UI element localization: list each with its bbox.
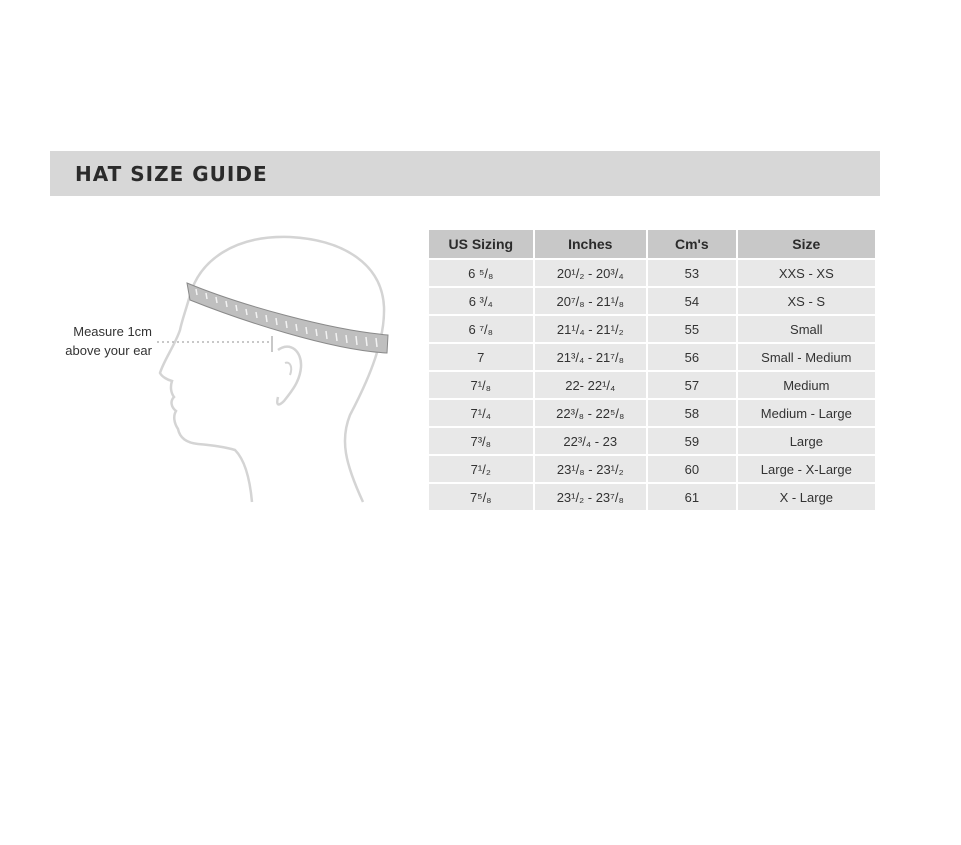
cell-size: XS - S bbox=[738, 288, 875, 316]
cell-size: Medium - Large bbox=[738, 400, 875, 428]
cell-inches: 20⁷/₈ - 21¹/₈ bbox=[535, 288, 647, 316]
table-row bbox=[429, 316, 875, 344]
cell-cms: 59 bbox=[648, 428, 736, 456]
head-outline bbox=[160, 237, 384, 502]
cell-us-sizing: 7¹/₂ bbox=[429, 456, 533, 484]
table-row bbox=[429, 344, 875, 372]
cell-inches: 22³/₄ - 23 bbox=[535, 428, 647, 456]
ear-inner bbox=[285, 363, 291, 375]
table-row bbox=[429, 428, 875, 456]
cell-inches: 21³/₄ - 21⁷/₈ bbox=[535, 344, 647, 372]
measure-instruction-line2: above your ear bbox=[65, 343, 152, 358]
cell-size: X - Large bbox=[738, 484, 875, 512]
table-row bbox=[429, 260, 875, 288]
head-measurement-illustration bbox=[40, 225, 410, 515]
table-row bbox=[429, 288, 875, 316]
measure-instruction-line1: Measure 1cm bbox=[73, 324, 152, 339]
cell-inches: 21¹/₄ - 21¹/₂ bbox=[535, 316, 647, 344]
cell-size: Large bbox=[738, 428, 875, 456]
cell-cms: 61 bbox=[648, 484, 736, 512]
cell-us-sizing: 7¹/₄ bbox=[429, 400, 533, 428]
cell-inches: 22³/₈ - 22⁵/₈ bbox=[535, 400, 647, 428]
cell-size: XXS - XS bbox=[738, 260, 875, 288]
cell-cms: 58 bbox=[648, 400, 736, 428]
cell-us-sizing: 7¹/₈ bbox=[429, 372, 533, 400]
cell-inches: 22- 22¹/₄ bbox=[535, 372, 647, 400]
cell-inches: 23¹/₂ - 23⁷/₈ bbox=[535, 484, 647, 512]
cell-inches: 23¹/₈ - 23¹/₂ bbox=[535, 456, 647, 484]
cell-us-sizing: 7³/₈ bbox=[429, 428, 533, 456]
table-row bbox=[429, 484, 875, 512]
cell-cms: 55 bbox=[648, 316, 736, 344]
cell-us-sizing: 6 ⁷/₈ bbox=[429, 316, 533, 344]
cell-us-sizing: 6 ⁵/₈ bbox=[429, 260, 533, 288]
cell-us-sizing: 7 bbox=[429, 344, 533, 372]
cell-us-sizing: 7⁵/₈ bbox=[429, 484, 533, 512]
cell-size: Large - X-Large bbox=[738, 456, 875, 484]
table-row bbox=[429, 400, 875, 428]
column-header-cms: Cm's bbox=[648, 230, 736, 260]
cell-size: Small - Medium bbox=[738, 344, 875, 372]
cell-size: Medium bbox=[738, 372, 875, 400]
table-header-row bbox=[429, 230, 875, 260]
cell-inches: 20¹/₂ - 20³/₄ bbox=[535, 260, 647, 288]
cell-size: Small bbox=[738, 316, 875, 344]
table-row bbox=[429, 456, 875, 484]
column-header-inches: Inches bbox=[535, 230, 647, 260]
cell-cms: 60 bbox=[648, 456, 736, 484]
column-header-us-sizing: US Sizing bbox=[429, 230, 533, 260]
table-row bbox=[429, 372, 875, 400]
size-table bbox=[427, 230, 877, 512]
cell-cms: 54 bbox=[648, 288, 736, 316]
cell-cms: 53 bbox=[648, 260, 736, 288]
title-bar bbox=[50, 151, 880, 196]
column-header-size: Size bbox=[738, 230, 875, 260]
cell-cms: 56 bbox=[648, 344, 736, 372]
cell-us-sizing: 6 ³/₄ bbox=[429, 288, 533, 316]
ear-outline bbox=[277, 347, 301, 405]
cell-cms: 57 bbox=[648, 372, 736, 400]
page-title: HAT SIZE GUIDE bbox=[75, 162, 268, 186]
